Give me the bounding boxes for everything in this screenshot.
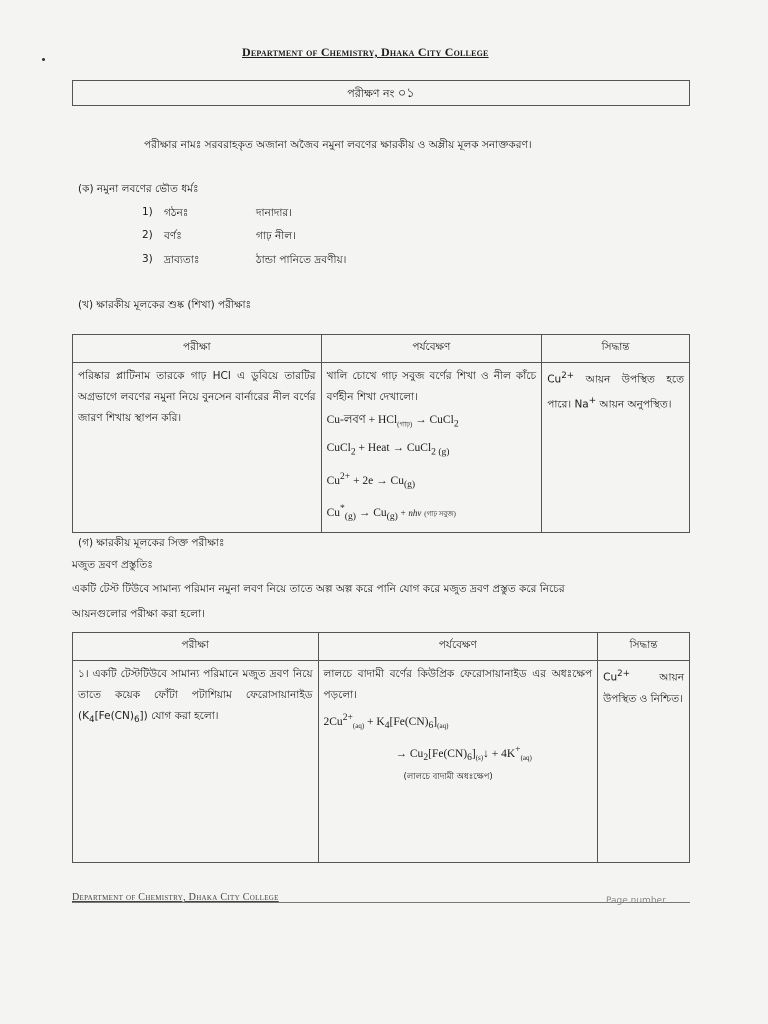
equation-1: Cu-লবণ + HCl$_{(গাঢ়)}$ → CuCl$_2$ <box>326 414 459 430</box>
stray-mark <box>42 58 45 61</box>
property-key: গঠনঃ <box>164 207 189 219</box>
property-num: 1) <box>142 206 153 218</box>
equation-3: $Cu^{2+} + 2e \to Cu_{(g)}$ <box>326 470 416 490</box>
section-kh-heading: (খ) ক্ষারকীয় মূলকের শুষ্ক (শিখা) পরীক্ষাঃ <box>78 299 252 311</box>
stock-solution-line-2: আয়নগুলোর পরীক্ষা করা হলো। <box>72 608 205 620</box>
observation-cell <box>318 661 598 863</box>
observation-text: খালি চোখে গাঢ় সবুজ বর্ণের শিখা ও নীল কাঁচে বর্ণহীন শিখা দেখালো। <box>326 370 537 403</box>
equation-4: $Cu^*_{(g)} \to Cu_{(g)}$ + nhv (গাঢ় সবুজ) <box>326 502 456 522</box>
property-num: 3) <box>142 253 153 265</box>
section-k-heading: (ক) নমুনা লবণের ভৌত ধর্মঃ <box>78 183 199 195</box>
column-header-observation: পর্যবেক্ষণ <box>321 335 542 363</box>
column-header-observation: পর্যবেক্ষণ <box>318 633 598 661</box>
footer-department: Department of Chemistry, Dhaka City College <box>72 892 279 903</box>
experiment-number-box <box>72 80 690 106</box>
column-header-conclusion: সিদ্ধান্ত <box>598 633 690 661</box>
test-cell <box>73 363 322 533</box>
test-cell: ১। একটি টেস্টটিউবে সামান্য পরিমানে মজুত দ্রবণ নিয়ে তাতে কয়েক ফোঁটা পটাশিয়াম ফেরোসায়ানাইড $(K_4[Fe(CN)_6])$ যোগ করা হলো। <box>73 661 319 863</box>
equation-2: CuCl$_2$ + Heat → CuCl$_{2 (g)}$ <box>326 442 450 458</box>
property-value: দানাদার। <box>256 207 292 219</box>
column-header-test: পরীক্ষা <box>73 633 319 661</box>
section-g-heading: (গ) ক্ষারকীয় মূলকের সিক্ত পরীক্ষাঃ <box>78 537 225 549</box>
observation-cell <box>321 363 542 533</box>
observation-text: লালচে বাদামী বর্ণের কিউপ্রিক ফেরোসায়ানাইড এর অধঃক্ষেপ পড়লো। <box>323 668 593 701</box>
property-key: বর্ণঃ <box>164 230 182 242</box>
experiment-label: পরীক্ষণ নং <box>347 87 395 100</box>
experiment-number: ০১ <box>397 85 415 100</box>
wet-test-table <box>72 632 690 863</box>
equation-1: $2Cu^{2+}_{(aq)} + K_4[Fe(CN)_6]_{(aq)}$ <box>323 712 449 732</box>
department-header: Department of Chemistry, Dhaka City College <box>242 45 489 59</box>
property-value: গাঢ় নীল। <box>256 230 296 242</box>
stock-solution-line-1: একটি টেস্ট টিউবে সামান্য পরিমান নমুনা লবণ নিয়ে তাতে অল্প অল্প করে পানি যোগ করে মজুত দ্রবণ প্রস্তুত করে নিচের <box>72 583 565 595</box>
property-key: দ্রাব্যতাঃ <box>164 254 200 266</box>
conclusion-cell: $Cu^{2+}$ আয়ন উপস্থিত হতে পারে। Na+ আয়ন অনুপস্থিত। <box>542 363 690 533</box>
column-header-test: পরীক্ষা <box>73 335 322 363</box>
equation-2: → $Cu_2[Fe(CN)_6]_{(s)}↓ + 4K^+_{(aq)}$ <box>395 744 532 764</box>
column-header-conclusion: সিদ্ধান্ত <box>542 335 690 363</box>
precipitate-note: (লালচে বাদামী অধঃক্ষেপ) <box>403 772 493 783</box>
section-g-subheading: মজুত দ্রবণ প্রস্তুতিঃ <box>72 559 153 571</box>
footer-page-number: Page number <box>606 896 666 906</box>
experiment-title: পরীক্ষার নামঃ সরবরাহকৃত অজানা অজৈব নমুনা লবণের ক্ষারকীয় ও অম্লীয় মূলক সনাক্তকরণ। <box>144 139 532 151</box>
footer-rule <box>72 902 690 903</box>
dry-test-table <box>72 334 690 533</box>
property-num: 2) <box>142 229 153 241</box>
test-text: পরিষ্কার প্লাটিনাম তারকে গাঢ় HCl এ ডুবিয়ে তারটির অগ্রভাগে লবণের নমুনা নিয়ে বুনসেন বার্নারের নীল বর্ণের জারণ শিখায় স্থাপন করি। <box>78 370 316 424</box>
conclusion-cell: $Cu^{2+}$ আয়ন উপস্থিত ও নিশ্চিত। <box>598 661 690 863</box>
property-value: ঠান্ডা পানিতে দ্রবণীয়। <box>256 254 347 266</box>
